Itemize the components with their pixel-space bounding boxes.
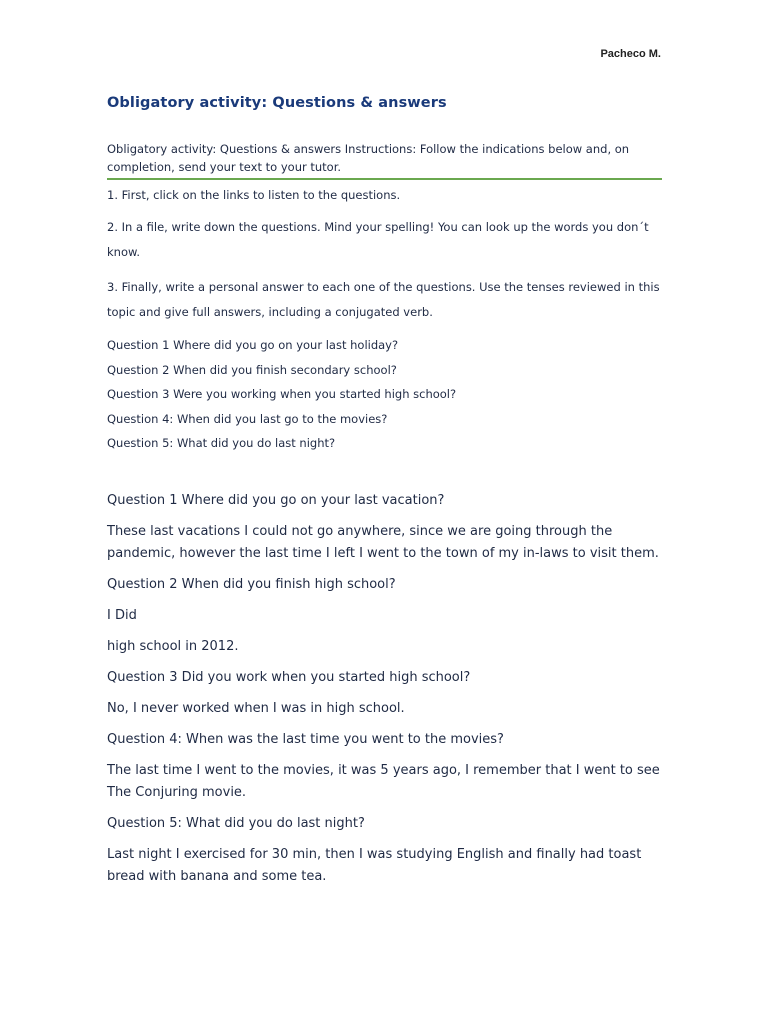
question-item: Question 3 Were you working when you started high school?	[107, 387, 457, 401]
question-item: Question 2 When did you finish secondary school?	[107, 362, 397, 377]
question-item: Question 4: When did you last go to the movies?	[107, 411, 388, 426]
answer-question-3: Question 3 Did you work when you started high school?	[107, 670, 471, 685]
answer-text-3: No, I never worked when I was in high school.	[107, 701, 405, 716]
answer-text-1: These last vacations I could not go anywhere, since we are going through the pandemic, however the last time I left I went to the town of my in-laws to visit them.	[107, 524, 659, 561]
instructions-paragraph: Obligatory activity: Questions & answers Instructions: Follow the indications below and, on completion, send your text to your tutor.	[107, 140, 662, 180]
step-3: 3. Finally, write a personal answer to each one of the questions. Use the tenses reviewed in this topic and give full answers, including a conjugated verb.	[107, 280, 660, 319]
step-1: 1. First, click on the links to listen to the questions.	[107, 188, 401, 202]
question-list	[107, 333, 662, 456]
document-title: Obligatory activity: Questions & answers	[107, 95, 447, 111]
answer-question-1: Question 1 Where did you go on your last vacation?	[107, 493, 445, 508]
answer-question-5: Question 5: What did you do last night?	[107, 816, 365, 831]
answer-question-4: Question 4: When was the last time you went to the movies?	[107, 732, 504, 747]
answers-section	[107, 490, 667, 897]
answer-text-5: Last night I exercised for 30 min, then I was studying English and finally had toast bread with banana and some tea.	[107, 847, 642, 884]
answer-text-2b: high school in 2012.	[107, 639, 239, 654]
answer-question-2: Question 2 When did you finish high school?	[107, 577, 396, 592]
answer-text-2a: I Did	[107, 608, 137, 623]
answer-text-4: The last time I went to the movies, it was 5 years ago, I remember that I went to see The Conjuring movie.	[107, 763, 660, 800]
step-2: 2. In a file, write down the questions. Mind your spelling! You can look up the words you don´t know.	[107, 220, 649, 259]
author-name: Pacheco M.	[600, 48, 661, 60]
question-item: Question 5: What did you do last night?	[107, 436, 336, 450]
question-item: Question 1 Where did you go on your last holiday?	[107, 338, 399, 352]
